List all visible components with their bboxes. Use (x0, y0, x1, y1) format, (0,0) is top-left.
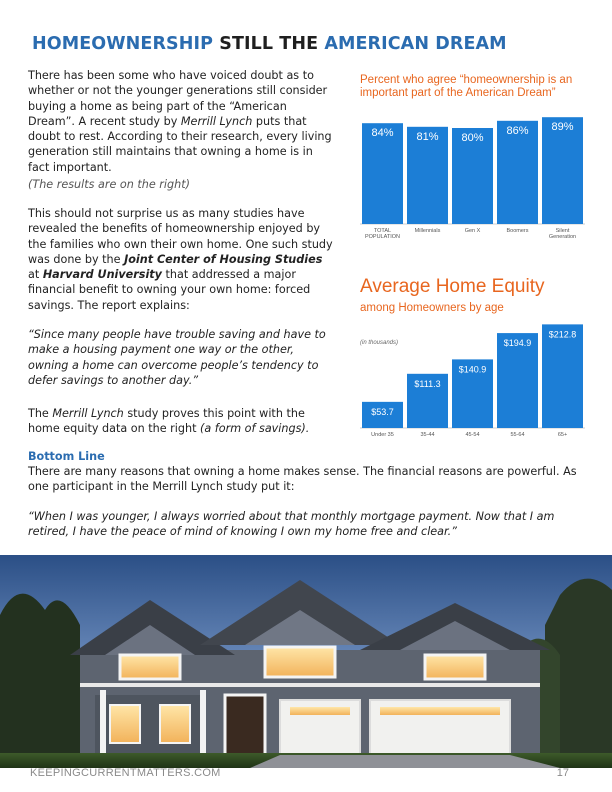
chart2-data-label: $111.3 (414, 378, 441, 389)
intro-text-2: puts that doubt to rest. According to their research, every living generation still maintains that owning a home is in fact important. (28, 114, 332, 174)
equity-paragraph (28, 406, 336, 437)
footer-site: KEEPINGCURRENTMATTERS.COM (30, 767, 221, 779)
page-number: 17 (556, 767, 569, 779)
harvard-paragraph (28, 206, 336, 313)
house-illustration (0, 555, 612, 768)
chart1-plot (357, 72, 587, 244)
title-part-3: AMERICAN DREAM (324, 34, 507, 54)
chart1-data-label: 81% (416, 130, 439, 143)
harvard-text-1: This should not surprise us as many studies have revealed the benefits of homeownership enjoyed by the families who own their own home. One such study was done by the (28, 207, 333, 266)
chart2-bar (542, 324, 583, 428)
harvard-text-2: at (28, 268, 40, 282)
chart2-category-label: 45-54 (465, 432, 480, 438)
chart1-data-label: 86% (506, 124, 529, 137)
title-part-1: HOMEOWNERSHIP (32, 34, 214, 54)
bottom-line-text: There are many reasons that owning a home makes sense. The financial reasons are powerful. As one participant in the Merrill Lynch study put it: (28, 465, 577, 494)
chart1-category-label: Silent Generation (548, 228, 577, 240)
results-note: (The results are on the right) (28, 178, 190, 191)
harvard-text-3: that addressed a major financial benefit to owning your own home: forced savings. The report explains: (28, 268, 311, 312)
equity-merrill-lynch: Merrill Lynch (52, 407, 124, 420)
chart1-title: Percent who agree “homeownership is an important part of the American Dream” (360, 74, 573, 99)
chart2-data-label: $140.9 (458, 364, 487, 375)
bottom-line-heading: Bottom Line (28, 450, 105, 463)
chart2-category-label: Under 35 (371, 432, 394, 438)
chart2-category-label: 55-64 (510, 432, 525, 438)
chart1-data-label: 84% (371, 127, 394, 140)
harvard-name: Harvard University (42, 268, 162, 282)
joint-center-name: Joint Center of Housing Studies (124, 252, 323, 266)
bottom-line-quote: “When I was younger, I always worried about that monthly mortgage payment. Now that I am retired, I have the peace of mind of knowing I own my home free and clear.” (28, 510, 555, 539)
chart2-category-label: 35-44 (420, 432, 435, 438)
title-part-2: STILL THE (219, 34, 319, 54)
american-dream-chart (357, 72, 587, 244)
intro-paragraph (28, 68, 336, 175)
house-photo (0, 555, 612, 768)
intro-text-1: There has been some who have voiced doubt as to whether or not the younger generations still consider buying a home as being part of the “American Dream”. A recent study by (28, 69, 328, 128)
chart2-subtitle: among Homeowners by age (360, 302, 504, 314)
report-quote: “Since many people have trouble saving and have to make a housing payment one way or the other, owning a home can overcome people’s tendency to defer savings to another day.” (28, 328, 326, 387)
intro-merrill-lynch: Merrill Lynch (180, 114, 253, 128)
equity-text-1: The (28, 407, 49, 420)
chart2-title: Average Home Equity (360, 276, 545, 297)
chart1-category-label: Gen X (464, 228, 481, 234)
page-title (32, 34, 507, 54)
equity-text-3: (a form of savings). (200, 422, 310, 436)
chart1-category-label: Boomers (506, 228, 529, 234)
chart2-data-label: $212.8 (548, 329, 577, 340)
chart2-plot (357, 276, 587, 444)
equity-text-2: study proves this point with the home equity data on the right (28, 407, 305, 436)
chart2-data-label: $194.9 (503, 338, 532, 349)
chart1-data-label: 89% (551, 121, 574, 134)
chart1-category-label: TOTAL POPULATION (364, 228, 401, 240)
chart2-data-label: $53.7 (371, 406, 394, 417)
home-equity-chart (357, 276, 587, 444)
chart2-unit-note: (in thousands) (360, 340, 399, 346)
chart1-bar (542, 117, 583, 224)
chart2-category-label: 65+ (557, 432, 568, 438)
chart1-data-label: 80% (461, 132, 484, 144)
chart1-category-label: Millennials (414, 228, 441, 234)
